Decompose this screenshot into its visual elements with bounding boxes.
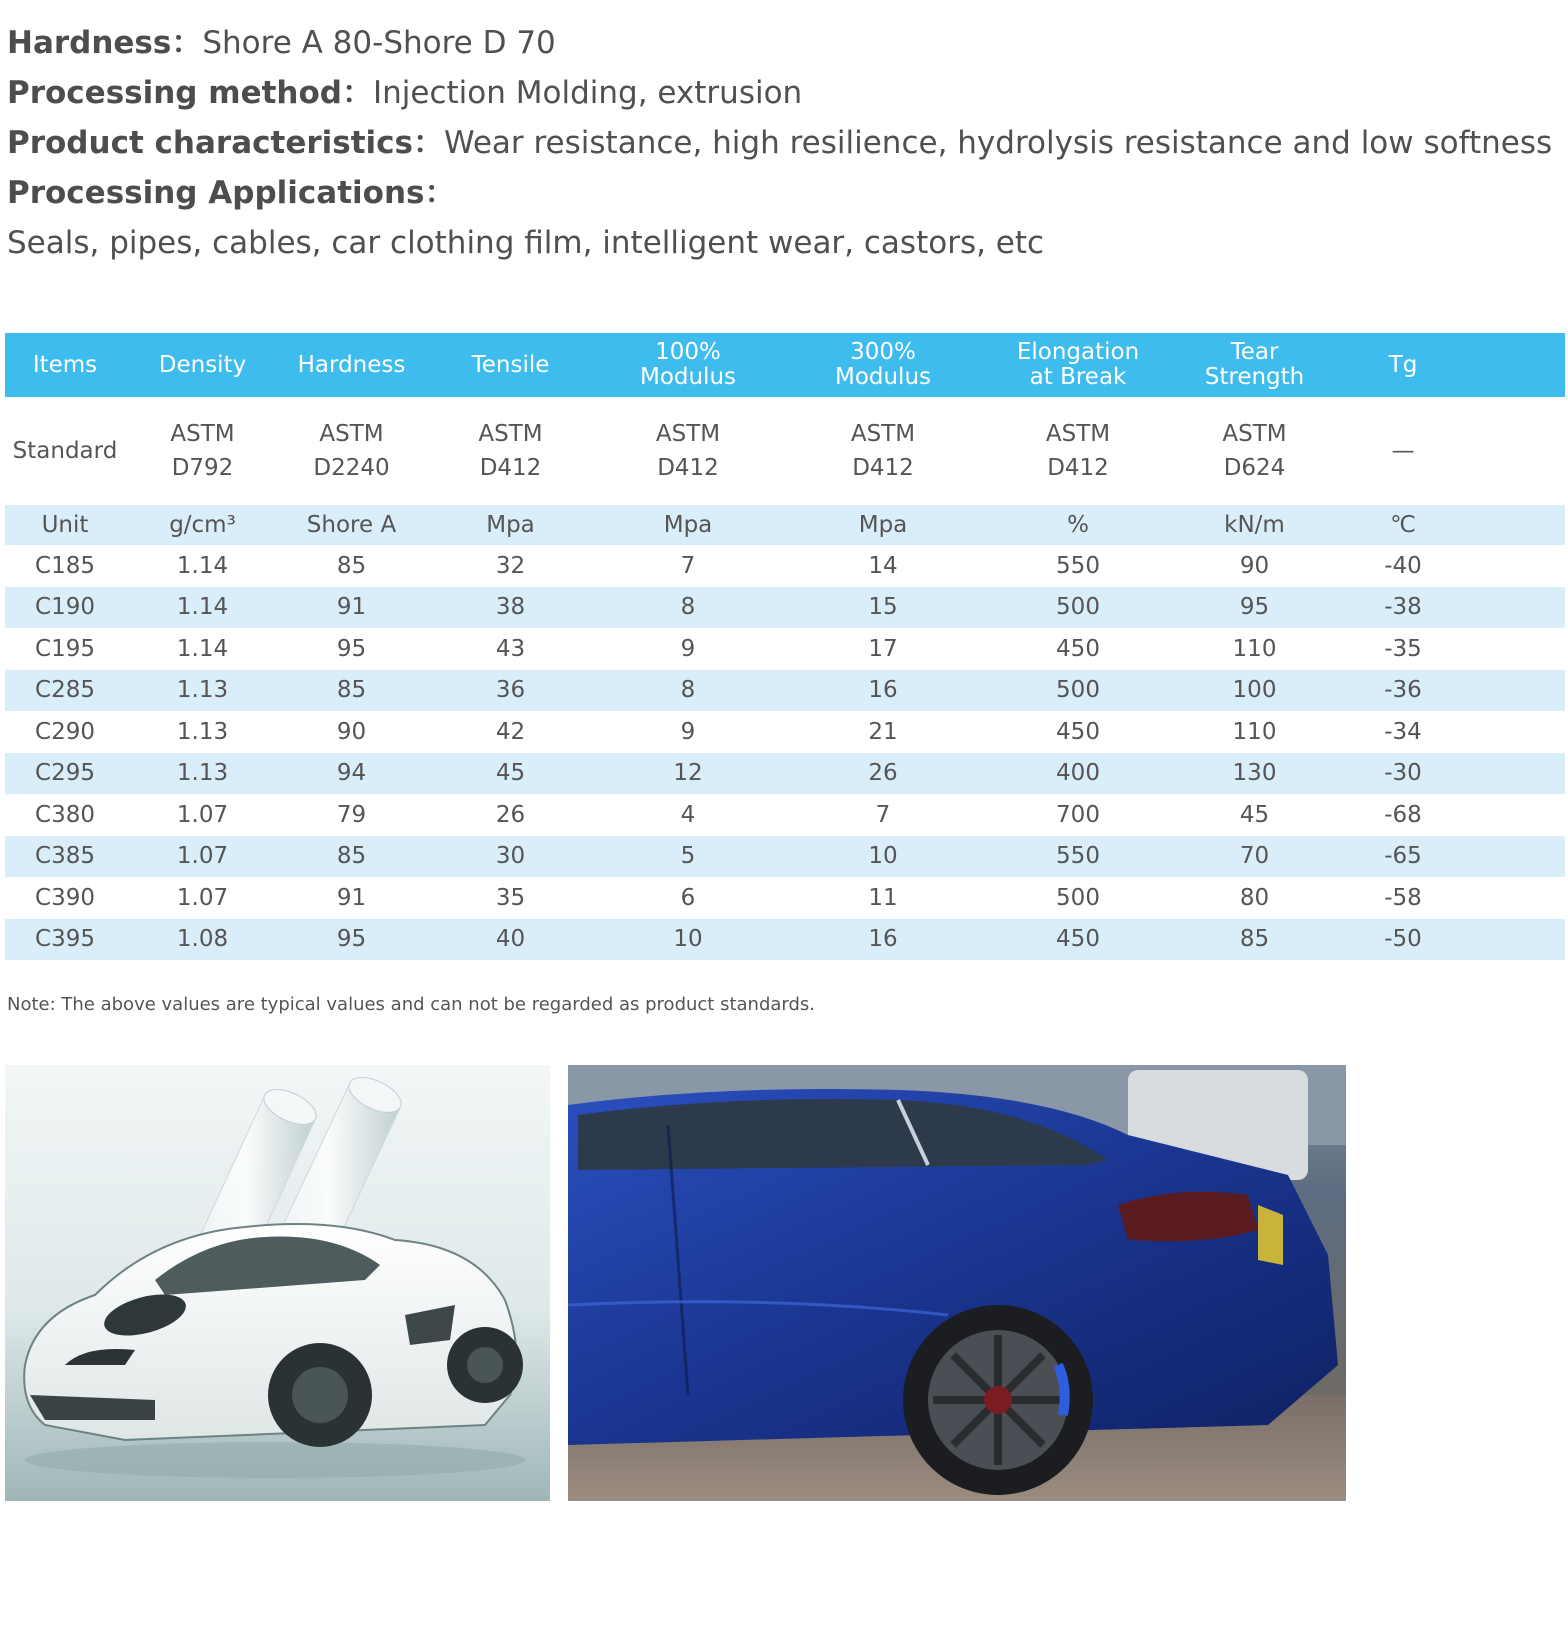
- white-car-illustration: [5, 1065, 550, 1501]
- standard-cell: [778, 417, 988, 485]
- standard-line: D412: [852, 455, 914, 481]
- value-cell: -35: [1384, 635, 1422, 662]
- value-cell: 10: [673, 926, 703, 953]
- value-cell: 95: [336, 926, 367, 953]
- spec-processing-applications-value: [7, 218, 1557, 268]
- grade-cell: C380: [35, 801, 95, 828]
- spec-product-characteristics: [7, 118, 1557, 168]
- header-line: Density: [158, 351, 247, 378]
- table-row: [5, 919, 1565, 961]
- table-body: [5, 545, 1565, 960]
- standard-line: D412: [1047, 455, 1109, 481]
- spec-hardness: [7, 18, 1557, 68]
- header-line: Hardness: [297, 351, 406, 378]
- value-cell: 1.14: [176, 635, 229, 662]
- value-cell: 26: [868, 760, 898, 787]
- header-line: Tensile: [471, 351, 550, 378]
- value-cell: 450: [1056, 635, 1100, 662]
- value-cell: 400: [1056, 760, 1100, 787]
- value-cell: 85: [1239, 926, 1270, 953]
- table-row: [5, 753, 1565, 795]
- standard-line: ASTM: [655, 421, 721, 447]
- unit-cell: %: [1067, 512, 1089, 538]
- value-cell: -38: [1384, 594, 1422, 621]
- standard-cell: [125, 417, 280, 485]
- value-cell: 450: [1056, 718, 1100, 745]
- standard-cell: [280, 417, 423, 485]
- value-cell: 500: [1056, 884, 1100, 911]
- value-cell: 110: [1232, 635, 1277, 662]
- standard-cell: [988, 417, 1168, 485]
- value-cell: 17: [868, 635, 898, 662]
- table-row: [5, 587, 1565, 629]
- value-cell: 70: [1239, 843, 1270, 870]
- unit-cell: ℃: [1390, 512, 1416, 538]
- header-cell-7: [1168, 340, 1341, 390]
- standard-label: Standard: [12, 438, 118, 464]
- blue-car-illustration: [568, 1065, 1346, 1501]
- unit-cell: g/cm³: [169, 512, 236, 538]
- value-cell: 500: [1056, 594, 1100, 621]
- header-cell-8: [1341, 353, 1465, 378]
- value-cell: 85: [336, 552, 367, 579]
- standard-cell: [1341, 434, 1465, 468]
- header-line: 300%: [850, 339, 916, 365]
- standard-line: ASTM: [1222, 421, 1287, 447]
- spec-hardness-label: Hardness：: [7, 25, 203, 61]
- value-cell: 85: [336, 677, 367, 704]
- value-cell: 38: [495, 594, 526, 621]
- blue-car-photo: [568, 1065, 1346, 1501]
- value-cell: 100: [1232, 677, 1277, 704]
- value-cell: 21: [868, 718, 898, 745]
- value-cell: 130: [1232, 760, 1277, 787]
- value-cell: 35: [495, 884, 526, 911]
- value-cell: 36: [495, 677, 526, 704]
- header-cell-1: [125, 353, 280, 378]
- value-cell: -40: [1384, 552, 1422, 579]
- grade-cell: C395: [35, 926, 95, 953]
- grade-cell: C285: [35, 677, 95, 704]
- grade-cell: C295: [35, 760, 95, 787]
- standard-line: D412: [657, 455, 719, 481]
- value-cell: 9: [680, 635, 696, 662]
- header-line: 100%: [655, 339, 721, 365]
- header-cell-2: [280, 353, 423, 378]
- table-row: [5, 711, 1565, 753]
- value-cell: -34: [1384, 718, 1422, 745]
- value-cell: 32: [495, 552, 526, 579]
- unit-cell: kN/m: [1224, 512, 1285, 538]
- header-cell-5: [778, 340, 988, 390]
- value-cell: 16: [868, 926, 898, 953]
- value-cell: 9: [680, 718, 696, 745]
- unit-cell: Mpa: [858, 512, 908, 538]
- value-cell: -50: [1384, 926, 1422, 953]
- header-line: Tg: [1388, 351, 1418, 378]
- value-cell: 1.14: [176, 594, 229, 621]
- value-cell: -30: [1384, 760, 1422, 787]
- value-cell: 8: [680, 594, 696, 621]
- standard-line: D624: [1223, 455, 1286, 481]
- value-cell: 7: [875, 801, 891, 828]
- table-header-row: [5, 333, 1565, 397]
- header-line: Modulus: [639, 364, 737, 390]
- table-row: [5, 877, 1565, 919]
- value-cell: 91: [336, 594, 367, 621]
- spec-processing-applications: [7, 168, 1557, 218]
- table-standard-row: [5, 397, 1565, 505]
- standard-cell: [1168, 417, 1341, 485]
- grade-cell: C385: [35, 843, 95, 870]
- value-cell: 4: [680, 801, 696, 828]
- table-row: [5, 545, 1565, 587]
- spec-processing-applications-text: Seals, pipes, cables, car clothing film, intelligent wear, castors, etc: [7, 225, 1045, 261]
- grade-cell: C290: [35, 718, 95, 745]
- value-cell: 110: [1232, 718, 1277, 745]
- standard-line: ASTM: [850, 421, 916, 447]
- value-cell: 95: [336, 635, 367, 662]
- value-cell: -58: [1384, 884, 1422, 911]
- value-cell: -65: [1384, 843, 1422, 870]
- header-line: Strength: [1204, 364, 1305, 390]
- header-cell-6: [988, 340, 1168, 390]
- value-cell: 30: [495, 843, 526, 870]
- value-cell: 85: [336, 843, 367, 870]
- value-cell: 42: [495, 718, 526, 745]
- white-car-film-image: [5, 1065, 550, 1501]
- value-cell: 1.13: [176, 718, 229, 745]
- value-cell: 45: [1239, 801, 1270, 828]
- grade-cell: C390: [35, 884, 95, 911]
- value-cell: 91: [336, 884, 367, 911]
- header-line: Modulus: [834, 364, 932, 390]
- table-unit-row: [5, 505, 1565, 545]
- value-cell: 550: [1056, 552, 1100, 579]
- value-cell: 1.07: [176, 884, 229, 911]
- grade-cell: C195: [35, 635, 95, 662]
- grade-cell: C185: [35, 552, 95, 579]
- header-cell-4: [598, 340, 778, 390]
- spec-list: [7, 18, 1557, 268]
- value-cell: -36: [1384, 677, 1422, 704]
- spec-processing-applications-label: Processing Applications：: [7, 175, 456, 211]
- unit-cell: Mpa: [663, 512, 713, 538]
- properties-table: [5, 333, 1565, 960]
- value-cell: 1.14: [176, 552, 229, 579]
- header-line: Elongation: [1016, 339, 1140, 365]
- value-cell: 7: [680, 552, 696, 579]
- table-row: [5, 628, 1565, 670]
- value-cell: 12: [673, 760, 703, 787]
- value-cell: 43: [495, 635, 526, 662]
- spec-product-characteristics-value: Wear resistance, high resilience, hydrolysis resistance and low softness: [443, 125, 1553, 161]
- value-cell: 79: [336, 801, 367, 828]
- value-cell: 1.13: [176, 760, 229, 787]
- standard-line: D2240: [313, 455, 390, 481]
- value-cell: 5: [680, 843, 696, 870]
- value-cell: 10: [868, 843, 898, 870]
- header-line: Items: [32, 351, 98, 378]
- value-cell: 95: [1239, 594, 1270, 621]
- value-cell: 700: [1056, 801, 1100, 828]
- spec-processing-method-value: Injection Molding, extrusion: [373, 75, 803, 111]
- standard-line: ASTM: [170, 421, 235, 447]
- grade-cell: C190: [35, 594, 95, 621]
- value-cell: 16: [868, 677, 898, 704]
- spec-processing-method-label: Processing method：: [7, 75, 373, 111]
- value-cell: 40: [495, 926, 526, 953]
- spec-processing-method: [7, 68, 1557, 118]
- standard-line: D792: [171, 455, 234, 481]
- spec-hardness-value: Shore A 80-Shore D 70: [202, 25, 556, 61]
- value-cell: 15: [868, 594, 898, 621]
- value-cell: 1.13: [176, 677, 229, 704]
- value-cell: 14: [868, 552, 898, 579]
- table-row: [5, 670, 1565, 712]
- value-cell: 90: [336, 718, 367, 745]
- value-cell: 450: [1056, 926, 1100, 953]
- value-cell: -68: [1384, 801, 1422, 828]
- value-cell: 11: [868, 884, 898, 911]
- standard-cell: [423, 417, 598, 485]
- standard-line: ASTM: [1045, 421, 1111, 447]
- value-cell: 80: [1239, 884, 1270, 911]
- standard-line: D412: [479, 455, 542, 481]
- unit-cell: Shore A: [306, 512, 397, 538]
- standard-line: ASTM: [478, 421, 543, 447]
- value-cell: 500: [1056, 677, 1100, 704]
- standard-line: ASTM: [319, 421, 384, 447]
- unit-cell: Mpa: [486, 512, 535, 538]
- value-cell: 45: [495, 760, 526, 787]
- header-line: at Break: [1029, 364, 1127, 390]
- value-cell: 550: [1056, 843, 1100, 870]
- table-row: [5, 836, 1565, 878]
- value-cell: 1.08: [176, 926, 229, 953]
- standard-cell: [598, 417, 778, 485]
- spec-product-characteristics-label: Product characteristics：: [7, 125, 444, 161]
- header-cell-3: [423, 353, 598, 378]
- value-cell: 1.07: [176, 843, 229, 870]
- standard-line: —: [1391, 438, 1415, 464]
- unit-label: Unit: [41, 512, 89, 538]
- value-cell: 1.07: [176, 801, 229, 828]
- table-note: Note: The above values are typical values and can not be regarded as product standards.: [7, 994, 816, 1015]
- header-cell-0: [5, 353, 125, 378]
- table-row: [5, 794, 1565, 836]
- header-line: Tear: [1230, 339, 1279, 365]
- value-cell: 90: [1239, 552, 1270, 579]
- value-cell: 26: [495, 801, 526, 828]
- value-cell: 6: [680, 884, 696, 911]
- value-cell: 8: [680, 677, 696, 704]
- value-cell: 94: [336, 760, 367, 787]
